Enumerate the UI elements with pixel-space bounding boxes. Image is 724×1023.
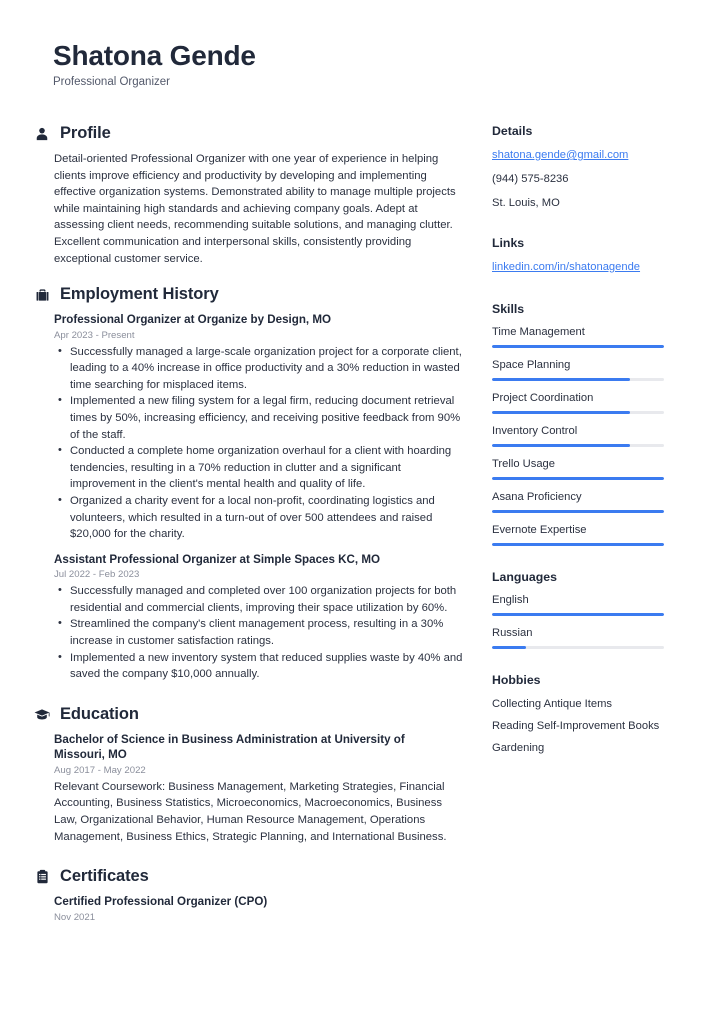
skill-meter-track: [492, 477, 664, 480]
skill-label: Asana Proficiency: [492, 491, 582, 503]
section-title-certificates: Certificates: [60, 867, 149, 886]
job-title: Professional Organizer: [53, 76, 170, 89]
skill-meter-fill: [492, 477, 664, 480]
linkedin-link[interactable]: linkedin.com/in/shatonagende: [492, 261, 641, 273]
language-meter-fill: [492, 613, 664, 616]
entry-description: Relevant Coursework: Business Management, Marketing Strategies, Financial Accounting, Business Statistics, Microeconomics, Macroeconomics, Business Law, Organizational Behavior, Human Resource Management, Operations Management, Business Ethics, Strategic Planning, and International Business.: [54, 780, 447, 843]
language-meter-track: [492, 646, 664, 649]
language-item: [492, 593, 672, 616]
employment-entry: [54, 312, 465, 543]
page-title: Shatona Gende: [53, 40, 256, 71]
briefcase-icon: [33, 286, 51, 304]
clipboard-icon: [33, 868, 51, 886]
skill-meter-fill: [492, 543, 664, 546]
skill-item: [492, 391, 672, 414]
skill-meter-track: [492, 444, 664, 447]
sidebar-section-details: [492, 124, 672, 212]
section-title-profile: Profile: [60, 124, 111, 142]
skill-item: [492, 457, 672, 480]
skill-item: [492, 358, 672, 381]
entry-bullets: [54, 583, 465, 683]
main-column: [33, 124, 465, 941]
skill-label: Project Coordination: [492, 392, 594, 404]
entry-date: Nov 2021: [54, 911, 96, 923]
sidebar-title-details: Details: [492, 124, 533, 138]
section-profile: [33, 124, 465, 267]
section-education: [33, 705, 465, 845]
entry-bullets: [54, 344, 465, 543]
sidebar-section-languages: [492, 570, 672, 649]
sidebar-section-hobbies: [492, 673, 672, 757]
entry-title: Bachelor of Science in Business Administration at University of Missouri, MO: [54, 732, 405, 762]
section-certificates: [33, 867, 465, 923]
location: St. Louis, MO: [492, 197, 560, 209]
sidebar: [492, 124, 672, 777]
sidebar-title-hobbies: Hobbies: [492, 673, 541, 687]
section-title-employment: Employment History: [60, 285, 219, 304]
entry-title: Assistant Professional Organizer at Simple Spaces KC, MO: [54, 552, 381, 566]
sidebar-title-links: Links: [492, 236, 525, 250]
entry-title: Professional Organizer at Organize by Design, MO: [54, 313, 332, 327]
skill-meter-track: [492, 510, 664, 513]
skill-label: Inventory Control: [492, 425, 578, 437]
language-label: Russian: [492, 627, 533, 639]
sidebar-title-languages: Languages: [492, 570, 557, 584]
section-body-certificates: [33, 894, 465, 923]
graduation-cap-icon: [33, 705, 51, 723]
bullet-item: • Implemented a new inventory system that reduced supplies waste by 40% and saved the company $10,000 annually.: [54, 650, 465, 683]
language-label: English: [492, 594, 529, 606]
entry-date: Jul 2022 - Feb 2023: [54, 569, 140, 581]
entry-date: Aug 2017 - May 2022: [54, 764, 146, 776]
bullet-item: • Conducted a complete home organization overhaul for a client with hoarding tendencies, resulting in a 70% reduction in clutter and a significant improvement in the client's mental health and quality of life.: [54, 443, 465, 493]
skill-item: [492, 523, 672, 546]
section-header-employment: [33, 285, 465, 304]
user-icon: [33, 125, 51, 143]
section-employment-history: [33, 285, 465, 683]
skill-meter-track: [492, 543, 664, 546]
skill-item: [492, 490, 672, 513]
entry-date: Apr 2023 - Present: [54, 329, 135, 341]
sidebar-section-skills: [492, 302, 672, 546]
skill-item: [492, 424, 672, 447]
education-entry: [54, 732, 465, 845]
sidebar-section-links: [492, 236, 672, 276]
bullet-item: • Successfully managed a large-scale organization project for a corporate client, leading to a 40% increase in office productivity and a 30% reduction in wasted time searching for misplaced items.: [54, 344, 465, 394]
skill-meter-fill: [492, 444, 630, 447]
resume-header: [53, 40, 256, 88]
bullet-item: • Streamlined the company's client management process, resulting in a 30% increase in customer satisfaction ratings.: [54, 616, 465, 649]
skill-meter-fill: [492, 345, 664, 348]
hobby-item: Collecting Antique Items: [492, 698, 613, 710]
section-body-profile: [33, 151, 465, 267]
profile-text: Detail-oriented Professional Organizer with one year of experience in helping clients improve efficiency and productivity by developing and implementing effective organization systems. Demonstrated ability to manage multiple projects while maintaining high standards and achieving company goals. Adept at assessing client needs, recommending suitable solutions, and managing clutter. Excellent communication and interpersonal skills, consistently providing exceptional customer service.: [54, 153, 456, 265]
skill-meter-fill: [492, 510, 664, 513]
employment-entry: [54, 552, 465, 683]
language-item: [492, 626, 672, 649]
skill-label: Space Planning: [492, 359, 571, 371]
bullet-item: • Successfully managed and completed over 100 organization projects for both residential and commercial clients, improving their space utilization by 60%.: [54, 583, 465, 616]
entry-title: Certified Professional Organizer (CPO): [54, 895, 268, 909]
bullet-item: • Organized a charity event for a local non-profit, coordinating logistics and volunteers, which resulted in a turn-out of over 500 attendees and raised $20,000 for the charity.: [54, 493, 465, 543]
certificate-entry: [54, 894, 465, 923]
section-body-employment: [33, 312, 465, 683]
skill-item: [492, 325, 672, 348]
section-title-education: Education: [60, 704, 139, 723]
section-header-education: [33, 705, 465, 724]
email-link[interactable]: shatona.gende@gmail.com: [492, 149, 629, 161]
section-header-profile: [33, 124, 465, 143]
hobby-item: Gardening: [492, 742, 545, 754]
skill-meter-track: [492, 411, 664, 414]
section-header-certificates: [33, 867, 465, 886]
bullet-item: • Implemented a new filing system for a legal firm, reducing document retrieval times by 50%, increasing efficiency, and receiving positive feedback from 90% of the staff.: [54, 393, 465, 443]
section-body-education: [33, 732, 465, 845]
language-meter-fill: [492, 646, 526, 649]
skill-label: Evernote Expertise: [492, 524, 587, 536]
language-meter-track: [492, 613, 664, 616]
skill-label: Time Management: [492, 326, 585, 338]
skill-meter-track: [492, 345, 664, 348]
hobby-item: Reading Self-Improvement Books: [492, 720, 660, 732]
sidebar-title-skills: Skills: [492, 302, 525, 316]
skill-meter-track: [492, 378, 664, 381]
skill-label: Trello Usage: [492, 458, 556, 470]
skill-meter-fill: [492, 411, 630, 414]
skill-meter-fill: [492, 378, 630, 381]
phone-number: (944) 575-8236: [492, 173, 569, 185]
